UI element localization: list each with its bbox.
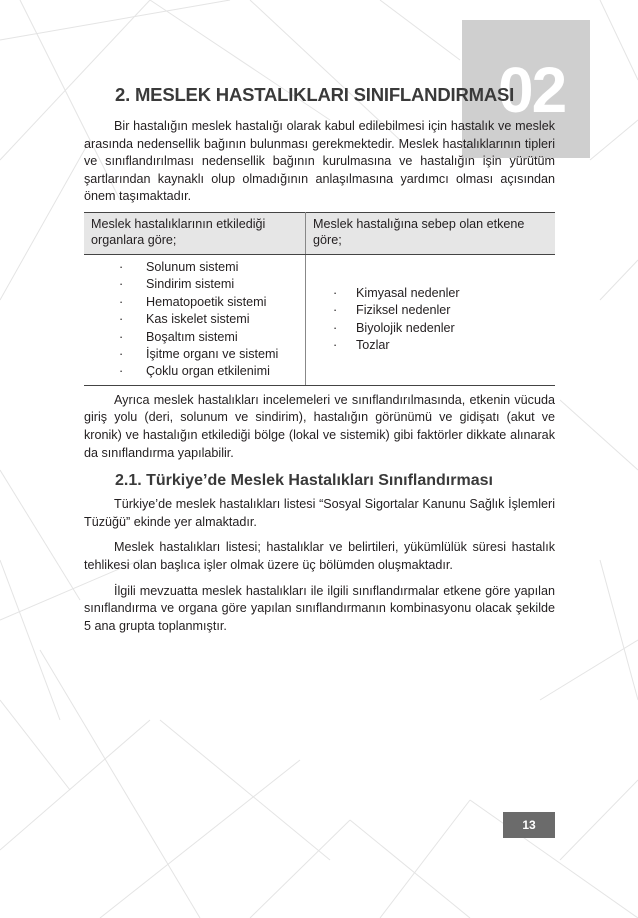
page-number: 13: [503, 812, 555, 838]
bullet: ·: [333, 303, 338, 318]
table-body-row: [84, 254, 555, 385]
bullet: ·: [119, 312, 124, 327]
list-item: · Fiziksel nedenler: [306, 302, 555, 319]
bullet: ·: [333, 320, 338, 335]
organ-list: [84, 259, 305, 381]
list-item: · Sindirim sistemi: [84, 276, 305, 293]
subsection-heading: 2.1. Türkiye’de Meslek Hastalıkları Sınıflandırması: [115, 472, 493, 490]
list-item: · Boşaltım sistemi: [84, 329, 305, 346]
table-header-row: [84, 212, 555, 254]
table-header-organ: Meslek hastalıklarının etkilediği organlara göre;: [84, 212, 306, 254]
list-item: · Solunum sistemi: [84, 259, 305, 276]
section-heading: 2. MESLEK HASTALIKLARI SINIFLANDIRMASI: [115, 84, 515, 105]
paragraph-list-parts: Meslek hastalıkları listesi; hastalıklar ve belirtileri, yükümlülük süresi hastalık tehlikesi olan başlıca işler olmak üzere üç bölümden oluşmaktadır.: [84, 540, 555, 572]
bullet: ·: [333, 286, 338, 301]
table-header-cause: Meslek hastalığına sebep olan etkene göre;: [306, 212, 556, 254]
bullet: ·: [119, 259, 124, 274]
table-cell-organ-list: [84, 254, 306, 385]
table-cell-cause-list: [306, 254, 556, 385]
bullet: ·: [119, 329, 124, 344]
paragraph-main-groups: İlgili mevzuatta meslek hastalıkları ile ilgili sınıflandırmalar etkene göre yapılan sınıflandırma ve organa göre yapılan sınıflandırmanın kombinasyonu olacak şekilde 5 ana grupta toplanmıştır.: [84, 583, 555, 633]
list-item: · Biyolojik nedenler: [306, 320, 555, 337]
list-item: · Kimyasal nedenler: [306, 285, 555, 302]
chapter-number: 02: [498, 54, 566, 126]
list-item: · Kas iskelet sistemi: [84, 311, 305, 328]
list-item: · Çoklu organ etkilenimi: [84, 363, 305, 380]
bullet: ·: [333, 338, 338, 353]
list-item: · İşitme organı ve sistemi: [84, 346, 305, 363]
bullet: ·: [119, 364, 124, 379]
list-item: · Tozlar: [306, 337, 555, 354]
bullet: ·: [119, 277, 124, 292]
page-content: [84, 84, 555, 635]
paragraph-list-source: Türkiye’de meslek hastalıkları listesi “Sosyal Sigortalar Kanunu Sağlık İşlemleri Tüzüğü” ekinde yer almaktadır.: [84, 497, 555, 529]
classification-table: [84, 212, 555, 386]
paragraph-additional-classification: Ayrıca meslek hastalıkları incelemeleri ve sınıflandırılmasında, etkenin vücuda giriş yolu (deri, solunum ve sindirim), hastalığın görünümü ve gidişatı (akut ve kronik) ve hastalığın etkilediği bölge (lokal ve sistemik) gibi faktörler dikkate alınarak da sınıflandırma yapılabilir.: [84, 392, 555, 460]
list-item: · Hematopoetik sistemi: [84, 294, 305, 311]
bullet: ·: [119, 294, 124, 309]
cause-list: [306, 285, 555, 355]
paragraph-intro: Bir hastalığın meslek hastalığı olarak kabul edilebilmesi için hastalık ve meslek arasında nedensellik bağının bulunması gerekmektedir. Meslek hastalıklarının tipleri ve sınıflandırılması nedensellik bağının kurulmasına ve hastalığın işin yürütüm şartlarından kaynaklı olup olmadığının anlaşılmasına yardımcı olması açısından önem taşımaktadır.: [84, 119, 555, 204]
bullet: ·: [119, 347, 124, 361]
